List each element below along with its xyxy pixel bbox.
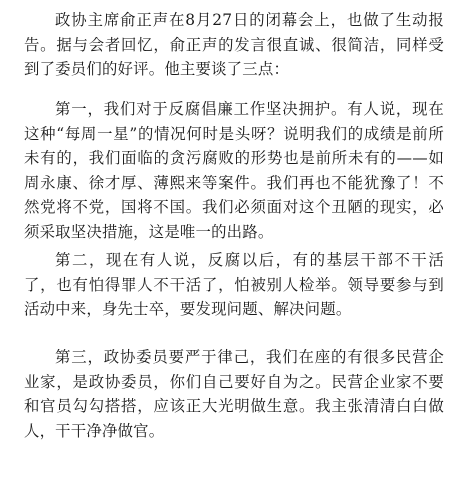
- paragraph-point-one: 第一，我们对于反腐倡廉工作坚决拥护。有人说，现在这种“每周一星”的情况何时是头呀？说明我们的成绩是前所未有的，我们面临的贪污腐败的形势也是前所未有的——如周永康、徐才厚、薄熙来等案件。我们再也不能犹豫了！不然党将不党，国将不国。我们必须面对这个丑陋的现实，必须采取坚决措施，这是唯一的出路。: [24, 100, 444, 241]
- paragraph-point-two: 第二，现在有人说，反腐以后，有的基层干部不干活了，也有怕得罪人不干活了，怕被别人检举。领导要参与到活动中来，身先士卒，要发现问题、解决问题。: [24, 251, 444, 318]
- paragraph-point-three: 第三，政协委员要严于律己，我们在座的有很多民营企业家，是政协委员，你们自己要好自为之。民营企业家不要和官员勾勾搭搭，应该正大光明做生意。我主张清清白白做人，干干净净做官。: [24, 348, 444, 440]
- paragraph-intro: 政协主席俞正声在8月27日的闭幕会上，也做了生动报告。据与会者回忆，俞正声的发言很直诚、很简洁，同样受到了委员们的好评。他主要谈了三点：: [24, 11, 444, 78]
